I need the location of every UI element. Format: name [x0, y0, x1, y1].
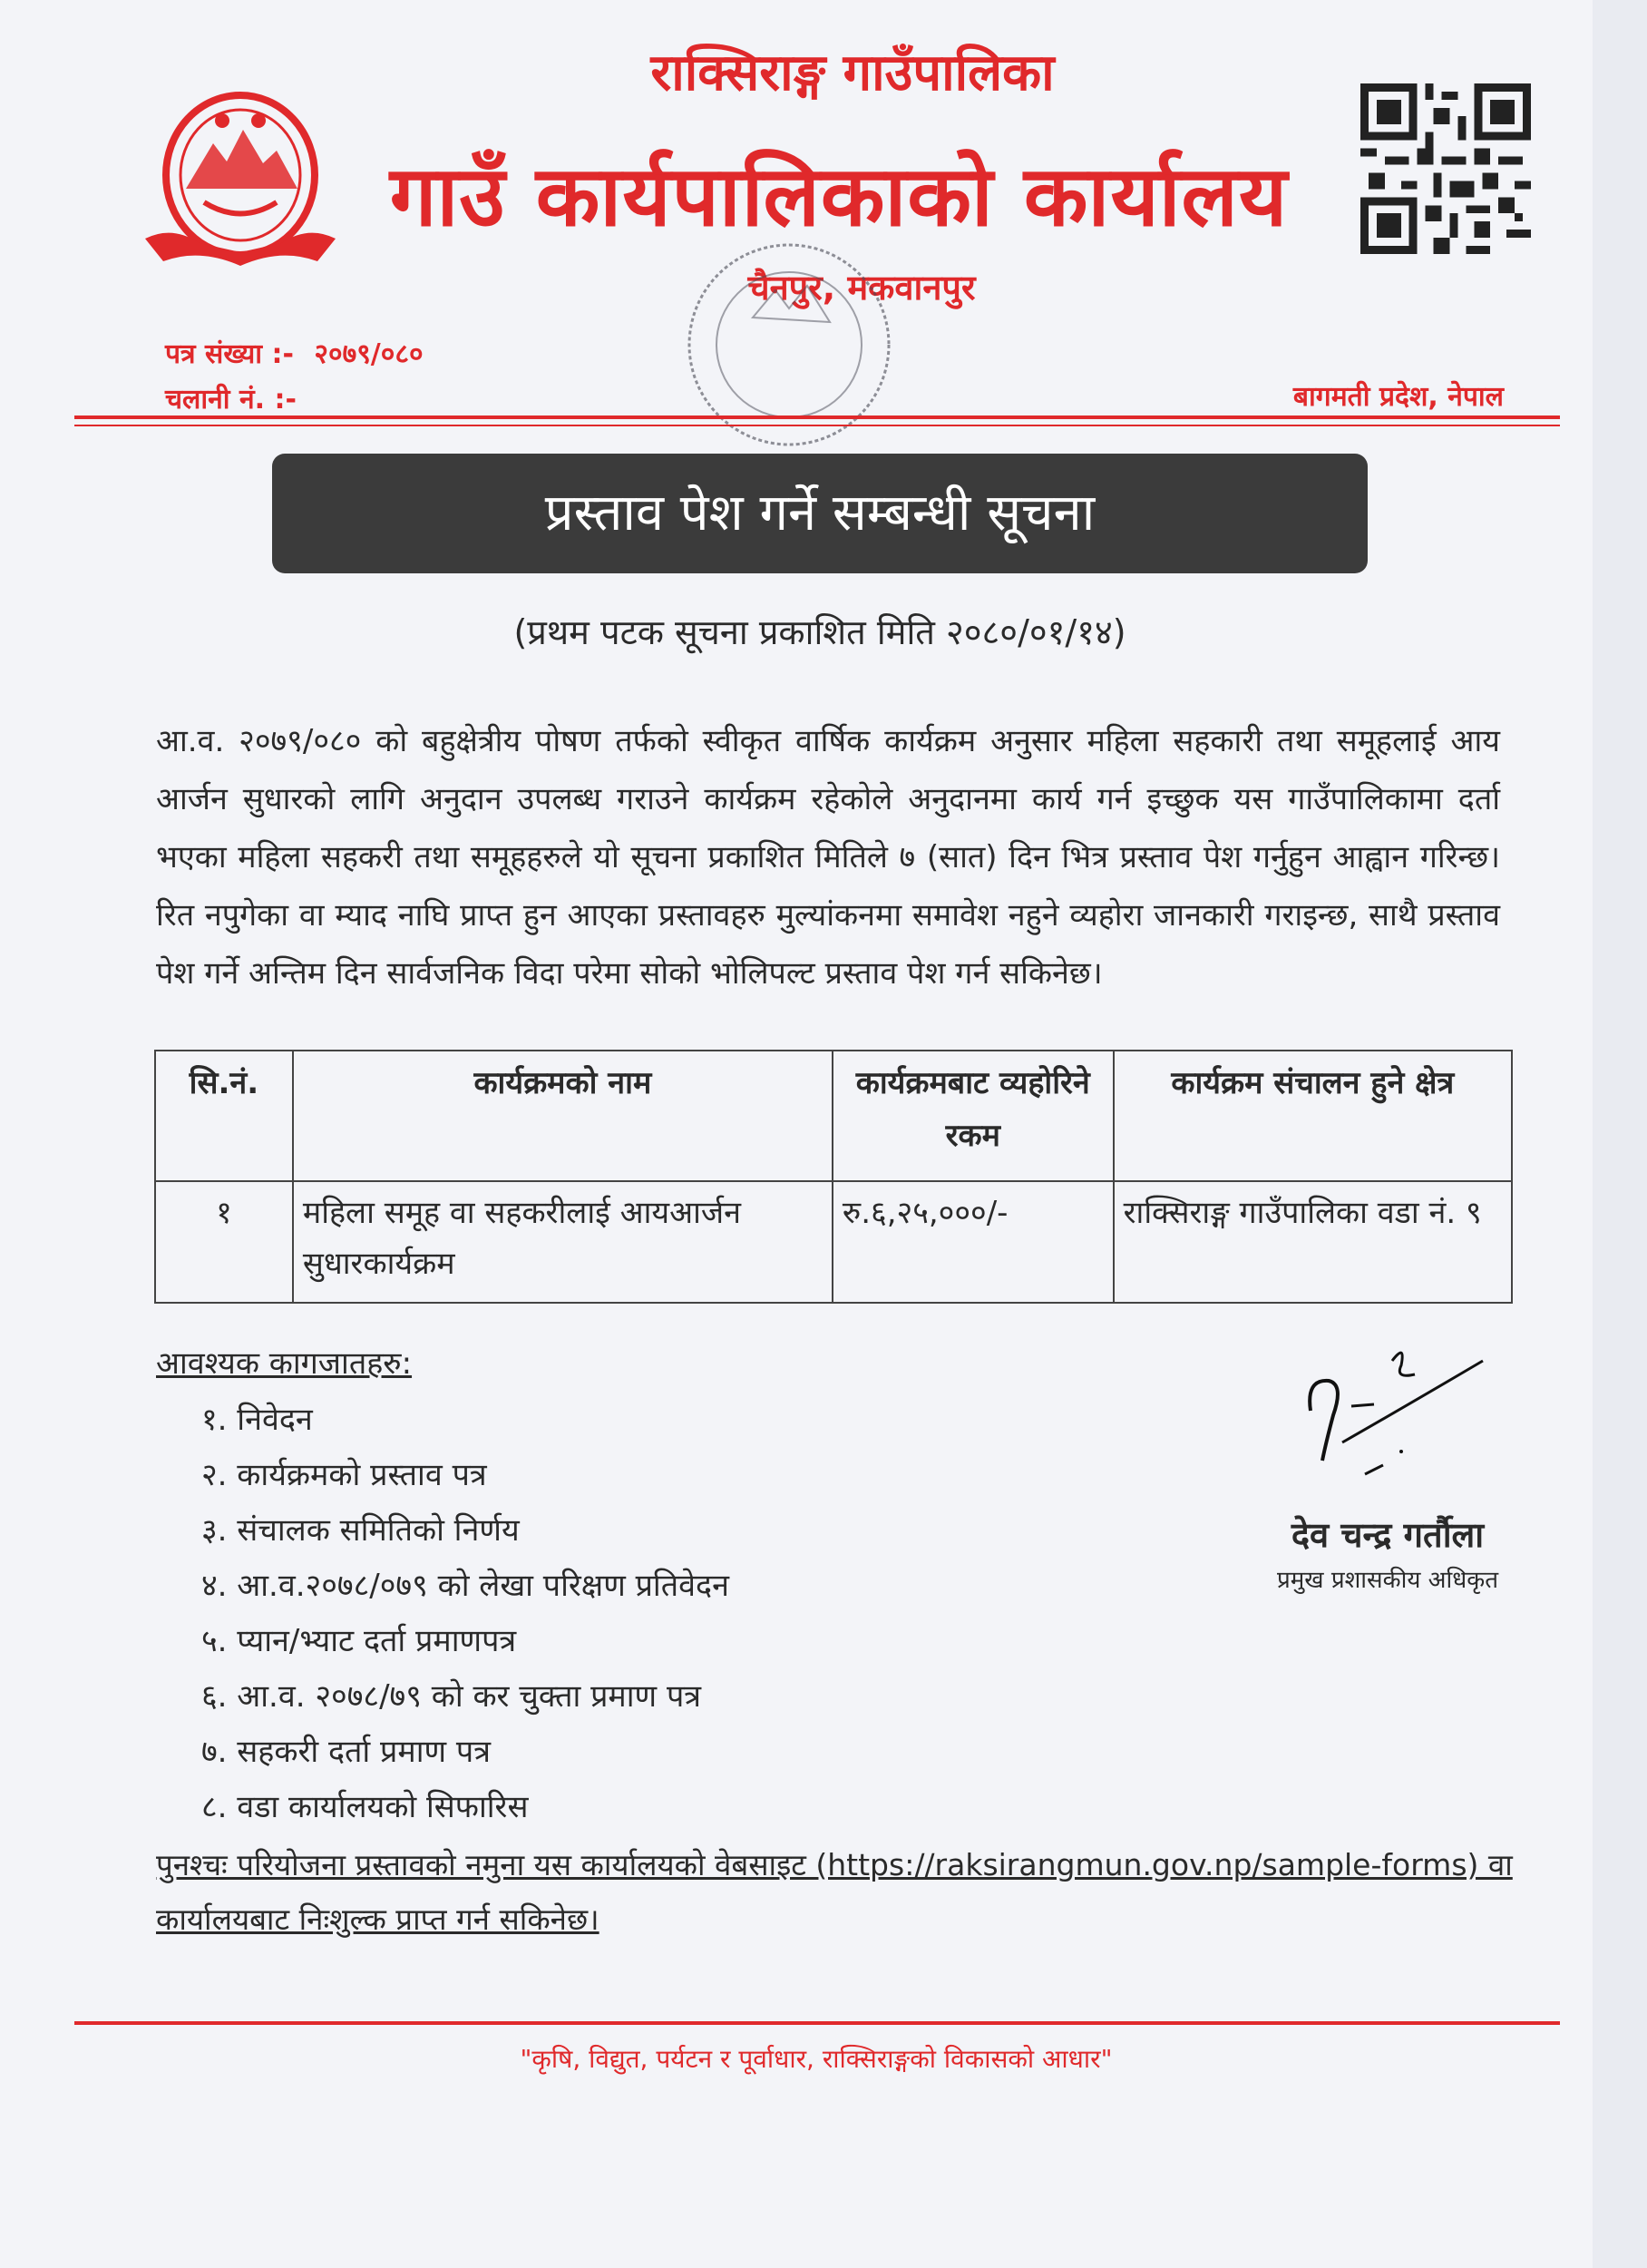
required-documents-list [201, 1393, 729, 1835]
dispatch-number-label: चलानी नं. :- [165, 384, 297, 415]
table-header-row [155, 1051, 1512, 1181]
footer-divider [74, 2021, 1560, 2025]
province-name: बागमती प्रदेश, नेपाल [1292, 381, 1504, 413]
cell-area: राक्सिराङ्ग गाउँपालिका वडा नं. ९ [1114, 1181, 1512, 1303]
header-area: कार्यक्रम संचालन हुने क्षेत्र [1114, 1051, 1512, 1181]
signatory-title: प्रमुख प्रशासकीय अधिकृत [1276, 1567, 1499, 1594]
header-divider [74, 415, 1560, 419]
header-serial: सि.नं. [155, 1051, 293, 1181]
municipality-name: राक्सिराङ्ग गाउँपालिका [650, 44, 1055, 103]
dispatch-number [165, 379, 297, 416]
required-documents-title: आवश्यक कागजातहरु: [156, 1345, 413, 1382]
letter-number-value: २०७९/०८० [314, 338, 424, 370]
letter-number-label: पत्र संख्या :- [165, 338, 294, 370]
list-item: ३. संचालक समितिको निर्णय [201, 1512, 520, 1549]
cell-amount: रु.६,२५,०००/- [833, 1181, 1114, 1303]
office-stamp-icon [671, 227, 907, 463]
list-item: २. कार्यक्रमको प्रस्ताव पत्र [201, 1457, 487, 1493]
footer-slogan: "कृषि, विद्युत, पर्यटन र पूर्वाधार, राक्सिराङ्गको विकासको आधार" [520, 2044, 1113, 2074]
publication-date: (प्रथम पटक सूचना प्रकाशित मिति २०८०/०१/१४) [513, 612, 1126, 652]
list-item: ६. आ.व. २०७८/७९ को कर चुक्ता प्रमाण पत्र [201, 1678, 702, 1715]
list-item: ५. प्यान/भ्याट दर्ता प्रमाणपत्र [201, 1623, 517, 1659]
letter-number [165, 334, 424, 371]
notice-body: आ.व. २०७९/०८० को बहुक्षेत्रीय पोषण तर्फको स्वीकृत वार्षिक कार्यक्रम अनुसार महिला सहकारी तथा समूहलाई आय आर्जन सुधारको लागि अनुदान उपलब्ध गराउने कार्यक्रम रहेकोले अनुदानमा कार्य गर्न इच्छुक यस गाउँपालिकामा दर्ता भएका महिला सहकरी तथा समूहहरुले यो सूचना प्रकाशित मितिले ७ (सात) दिन भित्र प्रस्ताव पेश गर्नुहुन आह्वान गरिन्छ। रित नपुगेका वा म्याद नाघि प्राप्त हुन आएका प्रस्तावहरु मुल्यांकनमा समावेश नहुने व्यहोरा जानकारी गराइन्छ, साथै प्रस्ताव पेश गर्ने अन्तिम दिन सार्वजनिक विदा परेमा सोको भोलिपल्ट प्रस्ताव पेश गर्न सकिनेछ। [156, 723, 1500, 992]
qr-code-icon [1360, 83, 1531, 254]
list-item: ८. वडा कार्यालयको सिफारिस [201, 1789, 529, 1825]
postscript-note: पुनश्चः परियोजना प्रस्तावको नमुना यस कार्यालयको वेबसाइट (https://raksirangmun.gov.np/sample-forms) वा कार्यालयबाट निःशुल्क प्राप्त गर्न सकिनेछ। [156, 1847, 1513, 1937]
table-row [155, 1181, 1512, 1303]
list-item: १. निवेदन [201, 1402, 313, 1438]
header-divider-thin [74, 425, 1560, 426]
signature-icon [1288, 1325, 1524, 1488]
header-amount: कार्यक्रमबाट व्यहोरिने रकम [833, 1051, 1114, 1181]
signatory-name: देव चन्द्र गर्तौला [1291, 1515, 1485, 1555]
office-address: चैनपुर, मकवानपुर [747, 268, 976, 308]
office-name: गाउँ कार्यपालिकाको कार्यालय [389, 148, 1289, 245]
cell-serial: १ [155, 1181, 293, 1303]
program-table [154, 1050, 1513, 1304]
list-item: ४. आ.व.२०७८/०७९ को लेखा परिक्षण प्रतिवेदन [201, 1568, 729, 1604]
cell-program-name: महिला समूह वा सहकरीलाई आयआर्जन सुधारकार्यक्रम [293, 1181, 833, 1303]
header-program-name: कार्यक्रमको नाम [293, 1051, 833, 1181]
list-item: ७. सहकरी दर्ता प्रमाण पत्र [201, 1734, 491, 1770]
notice-title: प्रस्ताव पेश गर्ने सम्बन्धी सूचना [272, 454, 1368, 573]
nepal-emblem-icon [136, 80, 345, 279]
